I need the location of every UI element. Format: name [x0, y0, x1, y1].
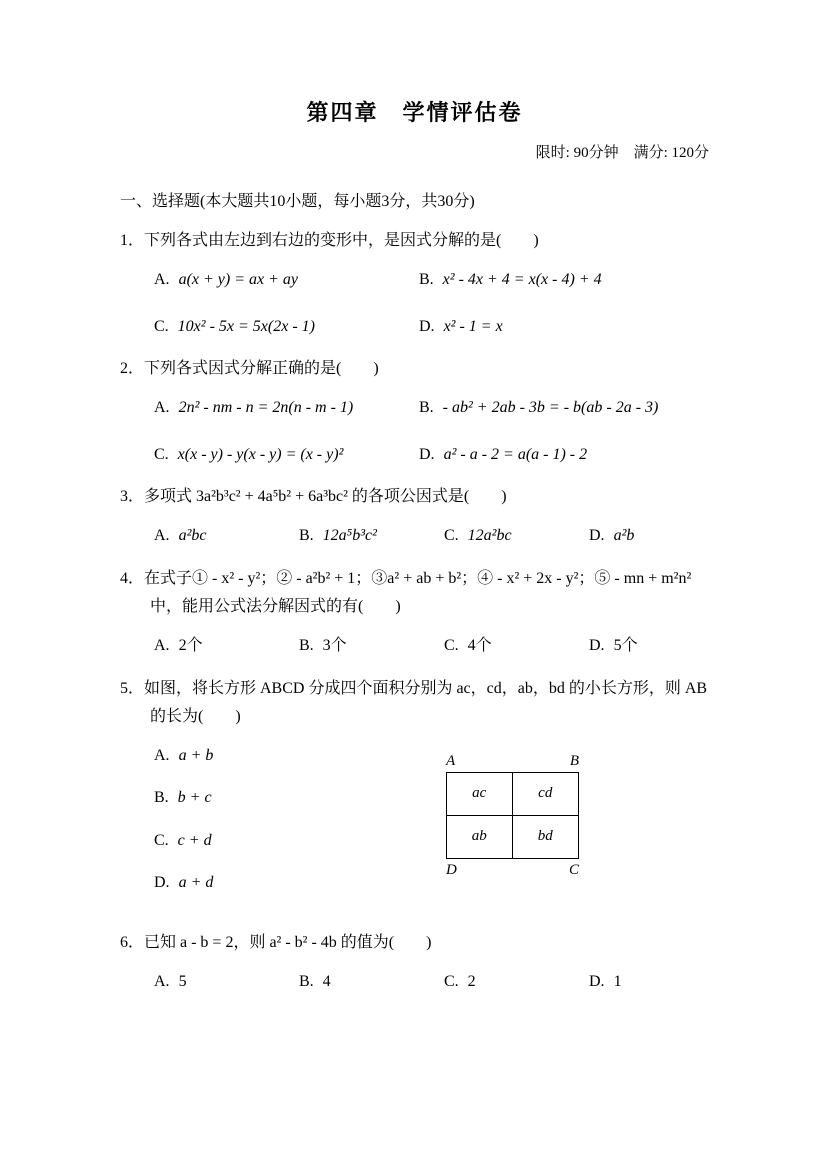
- option-label: C.: [444, 636, 459, 654]
- option-label: B.: [299, 527, 314, 545]
- question-3-options: [120, 523, 709, 549]
- question-2-stem: 2．下列各式因式分解正确的是( ): [120, 360, 379, 378]
- question-3-option-c: [444, 523, 589, 549]
- figure-bottom-labels: [446, 862, 579, 879]
- question-6-option-d: [589, 969, 709, 995]
- figure-cell-ac: ac: [447, 773, 513, 816]
- option-text: a² - a - 2 = a(a - 1) - 2: [443, 445, 588, 463]
- option-label: C.: [154, 445, 169, 463]
- figure-corner-b: B: [569, 752, 579, 769]
- option-label: B.: [299, 972, 314, 990]
- question-3: [120, 483, 709, 549]
- option-text: x² - 1 = x: [443, 317, 503, 335]
- option-text: a + b: [178, 746, 214, 764]
- question-2-option-a: [154, 395, 419, 421]
- option-text: 4: [322, 972, 331, 990]
- question-4-option-d: [589, 633, 709, 659]
- option-label: C.: [444, 972, 459, 990]
- page-title: 第四章 学情评估卷: [306, 100, 523, 125]
- option-label: A.: [154, 399, 170, 417]
- option-label: A.: [154, 972, 170, 990]
- option-label: A.: [154, 746, 170, 764]
- figure-cell-bd: bd: [537, 828, 553, 845]
- option-text: x(x - y) - y(x - y) = (x - y)²: [177, 445, 344, 463]
- time-score-info: 限时: 90分钟 满分: 120分: [535, 145, 709, 161]
- question-1-option-d: [419, 314, 709, 340]
- option-text: a + d: [178, 874, 214, 892]
- figure-corner-a: A: [446, 752, 456, 769]
- question-5-option-a: [154, 743, 446, 769]
- option-label: A.: [154, 636, 170, 654]
- figure-top-labels: [446, 753, 579, 770]
- question-1-option-c: [154, 314, 419, 340]
- option-text: a²b: [613, 527, 635, 545]
- question-3-option-b: [299, 523, 444, 549]
- question-4-option-b: [299, 633, 444, 659]
- question-3-option-d: [589, 523, 709, 549]
- question-1-option-a: [154, 267, 419, 293]
- figure-grid: [446, 772, 579, 859]
- option-text: 10x² - 5x = 5x(2x - 1): [177, 317, 315, 335]
- question-3-option-a: [154, 523, 299, 549]
- option-label: D.: [589, 527, 605, 545]
- figure-cell-ab: ab: [447, 816, 513, 859]
- question-4: [120, 565, 709, 659]
- question-2-option-c: [154, 442, 419, 468]
- question-1-stem: 1．下列各式由左边到右边的变形中，是因式分解的是( ): [120, 232, 539, 249]
- question-1: [120, 227, 709, 339]
- rectangle-abcd-figure: [446, 753, 579, 913]
- question-5-body: [120, 743, 709, 913]
- question-2-options: [120, 395, 709, 467]
- option-label: A.: [154, 271, 170, 288]
- question-4-stem: 4．在式子① - x² - y²；② - a²b² + 1；③a² + ab + b²；④ - x² + 2x - y²；⑤ - mn + m²n² 中，能用公式法分解因式的有( ): [120, 569, 692, 615]
- question-4-option-a: [154, 633, 299, 659]
- option-label: B.: [419, 271, 434, 288]
- option-label: C.: [444, 527, 459, 545]
- option-text: a²bc: [178, 527, 207, 545]
- question-2-option-b: [419, 395, 709, 421]
- option-text: 12a²bc: [467, 527, 512, 545]
- figure-corner-d: D: [446, 862, 457, 879]
- option-text: 1: [613, 972, 622, 990]
- option-text: 2: [467, 972, 476, 990]
- question-2: [120, 355, 709, 467]
- question-6: [120, 929, 709, 995]
- figure-cell-cd: cd: [513, 773, 579, 816]
- option-label: A.: [154, 527, 170, 545]
- question-4-option-c: [444, 633, 589, 659]
- option-text: 5: [178, 972, 187, 990]
- option-label: C.: [154, 831, 169, 849]
- option-label: B.: [299, 636, 314, 654]
- section-heading: 一、选择题(本大题共10小题，每小题3分，共30分): [120, 193, 475, 210]
- question-4-options: [120, 633, 709, 659]
- option-text: x² - 4x + 4 = x(x - 4) + 4: [442, 271, 602, 288]
- option-label: D.: [589, 972, 605, 990]
- option-text: 2n² - nm - n = 2n(n - m - 1): [178, 399, 354, 417]
- figure-corner-c: C: [568, 862, 579, 879]
- question-5-option-d: [154, 870, 446, 896]
- question-6-option-b: [299, 969, 444, 995]
- question-5-options: [154, 743, 446, 913]
- question-5-option-c: [154, 828, 446, 854]
- option-label: B.: [419, 399, 434, 417]
- question-1-option-b: [419, 267, 709, 293]
- question-6-option-c: [444, 969, 589, 995]
- question-5-option-b: [154, 785, 446, 811]
- question-6-stem: 6．已知 a - b = 2，则 a² - b² - 4b 的值为( ): [120, 933, 432, 951]
- option-text: a(x + y) = ax + ay: [178, 271, 299, 288]
- option-label: C.: [154, 317, 169, 335]
- option-label: D.: [419, 317, 435, 335]
- option-label: B.: [154, 789, 169, 807]
- question-6-options: [120, 969, 709, 995]
- question-3-stem: 3．多项式 3a²b³c² + 4a⁵b² + 6a³bc² 的各项公因式是( ): [120, 488, 507, 506]
- question-1-options: [120, 267, 709, 339]
- option-label: D.: [589, 636, 605, 654]
- option-label: D.: [154, 874, 170, 892]
- question-6-option-a: [154, 969, 299, 995]
- option-text: 12a⁵b³c²: [322, 527, 377, 545]
- option-text: b + c: [177, 789, 212, 807]
- option-text: c + d: [177, 831, 212, 849]
- question-5-stem: 5．如图，将长方形 ABCD 分成四个面积分别为 ac，cd，ab，bd 的小长方形，则 AB 的长为( ): [120, 679, 708, 725]
- option-text: 4个: [467, 636, 492, 654]
- question-2-option-d: [419, 442, 709, 468]
- option-text: 2个: [178, 636, 203, 654]
- option-text: 3个: [322, 636, 347, 654]
- option-text: - ab² + 2ab - 3b = - b(ab - 2a - 3): [442, 399, 659, 417]
- question-5: [120, 675, 709, 913]
- option-text: 5个: [613, 636, 638, 654]
- option-label: D.: [419, 445, 435, 463]
